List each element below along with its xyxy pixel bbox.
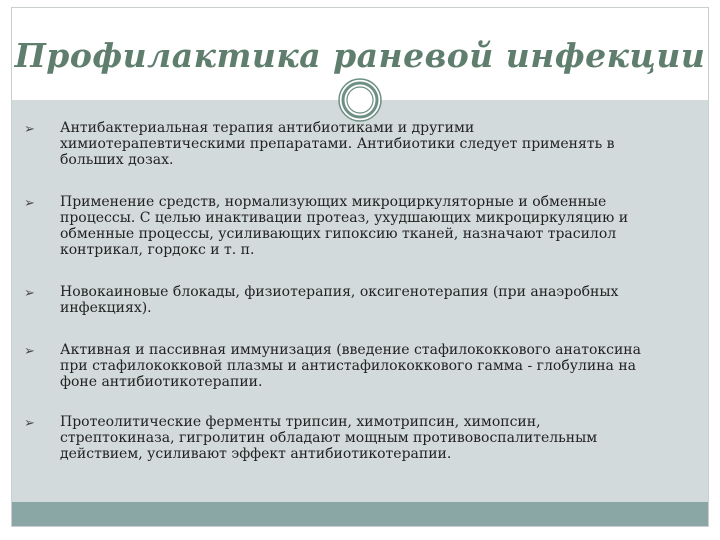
slide-title: Профилактика раневой инфекции <box>14 36 706 75</box>
bottom-band <box>12 502 708 526</box>
bullet-text: Антибактериальная терапия антибиотиками и другими химиотерапевтическими препаратами. Антибиотики следует применять в больших дозах. <box>60 120 615 168</box>
concentric-circle-ornament-icon <box>338 78 382 122</box>
arrowhead-bullet-icon: ➢ <box>24 344 35 359</box>
bullet-text: Протеолитические ферменты трипсин, химотрипсин, химопсин, стрептокиназа, гигролитин обладают мощным противовоспалительным действием, усиливают эффект антибиотикотерапии. <box>60 414 598 462</box>
arrowhead-bullet-icon: ➢ <box>24 416 35 431</box>
arrowhead-bullet-icon: ➢ <box>24 122 35 137</box>
bullet-text: Новокаиновые блокады, физиотерапия, оксигенотерапия (при анаэробных инфекциях). <box>60 284 619 316</box>
bullet-text: Активная и пассивная иммунизация (введение стафилококкового анатоксина при стафилококковой плазмы и антистафилококкового гамма - глобулина на фоне антибиотикотерапии. <box>60 342 641 390</box>
bullet-text: Применение средств, нормализующих микроциркуляторные и обменные процессы. С целью инактивации протеаз, ухудшающих микроциркуляцию и обменные процессы, усиливающих гипоксию тканей, назначают трасилол контрикал, гордокс и т. п. <box>60 194 629 258</box>
arrowhead-bullet-icon: ➢ <box>24 196 35 211</box>
arrowhead-bullet-icon: ➢ <box>24 286 35 301</box>
